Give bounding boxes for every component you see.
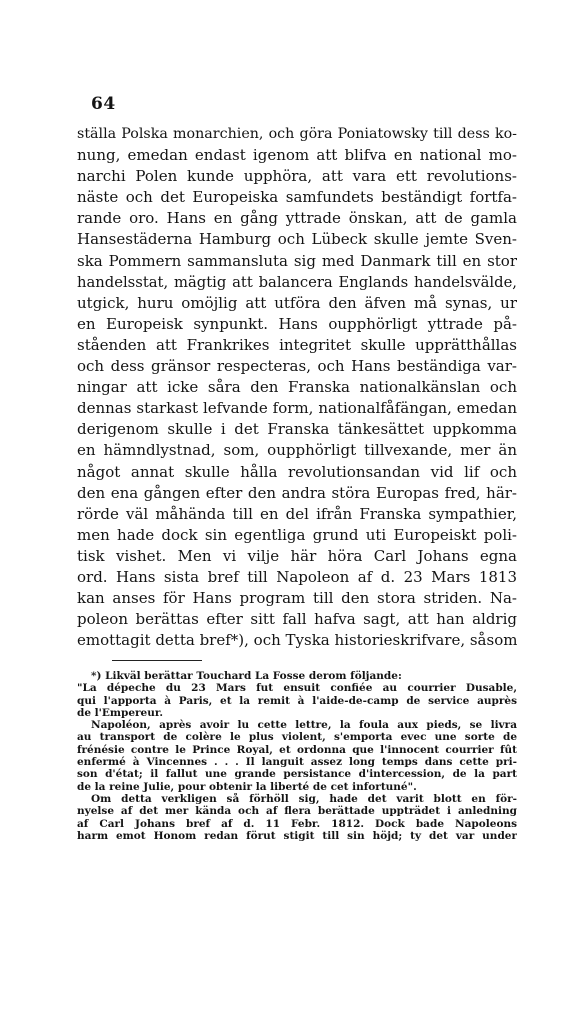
- body-line: rörde väl måhända till en del ifrån Franska sympathier,: [77, 504, 517, 523]
- body-line: ord. Hans sista bref till Napoleon af d. 23 Mars 1813: [77, 567, 517, 586]
- footnote-napoleon-line: de la reine Julie, pour obtenir la liberté de cet infortuné".: [77, 780, 417, 793]
- body-line: emottagit detta bref*), och Tyska historieskrifvare, såsom: [77, 631, 517, 650]
- body-line: narchi Polen kunde upphöra, att vara ett revolutions-: [77, 167, 517, 186]
- body-line: handelsstat, mägtig att balancera Englands handelsvälde,: [77, 273, 517, 291]
- body-line: tisk vishet. Men vi vilje här höra Carl Johans egna: [77, 546, 517, 565]
- footnote-om-line: nyelse af det mer kända och af flera berättade uppträdet i anledning: [77, 805, 517, 818]
- body-line: ska Pommern sammansluta sig med Danmark till en stor: [77, 251, 517, 270]
- body-line: ningar att icke såra den Franska nationalkänslan och: [77, 378, 517, 397]
- footnote-quote-line: qui l'apporta à Paris, et la remit à l'aide-de-camp de service auprès: [77, 694, 517, 707]
- footnote-divider: [112, 660, 202, 661]
- body-line: kan anses för Hans program till den stora striden. Na-: [77, 589, 517, 608]
- footnote-quote-line: "La dépeche du 23 Mars fut ensuit confiée au courrier Dusable,: [77, 682, 517, 695]
- body-line: nung, emedan endast igenom att blifva en national mo-: [77, 146, 517, 165]
- body-line: rande oro. Hans en gång yttrade önskan, att de gamla: [77, 209, 517, 228]
- body-line: ståenden att Frankrikes integritet skulle upprätthållas: [77, 335, 517, 354]
- body-line: näste och det Europeiska samfundets beständigt fortfa-: [77, 188, 517, 207]
- body-line: den ena gången efter den andra störa Europas fred, här-: [77, 483, 517, 502]
- footnote-napoleon-line: Napoléon, après avoir lu cette lettre, la foula aux pieds, se livra: [91, 719, 517, 732]
- body-line: utgick, huru omöjlig att utföra den äfven må synas, ur: [77, 293, 517, 312]
- body-line: dennas starkast lefvande form, nationalfåfängan, emedan: [77, 399, 517, 418]
- footnote-om-line: Om detta verkligen så förhöll sig, hade det varit blott en för-: [91, 792, 517, 805]
- footnote: [77, 670, 517, 842]
- footnote-napoleon-line: frénésie contre le Prince Royal, et ordonna que l'innocent courrier fût: [77, 743, 517, 756]
- footnote-om-line: af Carl Johans bref af d. 11 Febr. 1812. Dock bade Napoleons: [77, 817, 517, 830]
- footnote-intro: *) Likväl berättar Touchard La Fosse derom följande:: [91, 670, 402, 682]
- body-line: ställa Polska monarchien, och göra Poniatowsky till dess ko-: [77, 126, 517, 142]
- footnote-om-line: harm emot Honom redan förut stigit till sin höjd; ty det var under: [77, 829, 517, 842]
- body-line: poleon berättas efter sitt fall hafva sagt, att han aldrig: [77, 610, 517, 629]
- body-line: Hansestäderna Hamburg och Lübeck skulle jemte Sven-: [77, 230, 517, 249]
- footnote-napoleon-line: enfermé à Vincennes . . . Il languit assez long temps dans cette pri-: [77, 756, 517, 769]
- body-line: och dess gränsor respecteras, och Hans beständiga var-: [77, 357, 517, 376]
- body-line: något annat skulle hålla revolutionsandan vid lif och: [77, 462, 517, 481]
- body-line: en Europeisk synpunkt. Hans oupphörligt yttrade på-: [77, 314, 517, 333]
- body-line: men hade dock sin egentliga grund uti Europeiskt poli-: [77, 525, 517, 544]
- footnote-napoleon-line: son d'état; il fallut une grande persistance d'intercession, de la part: [77, 768, 517, 781]
- footnote-quote-line: de l'Empereur.: [77, 706, 164, 719]
- footnote-napoleon-line: au transport de colère le plus violent, s'emporta evec une sorte de: [77, 731, 517, 744]
- body-text: [77, 124, 517, 651]
- body-line: derigenom skulle i det Franska tänkesättet uppkomma: [77, 420, 517, 439]
- body-line: en hämndlystnad, som, oupphörligt tillvexande, mer än: [77, 441, 517, 460]
- page-number: 64: [91, 94, 116, 114]
